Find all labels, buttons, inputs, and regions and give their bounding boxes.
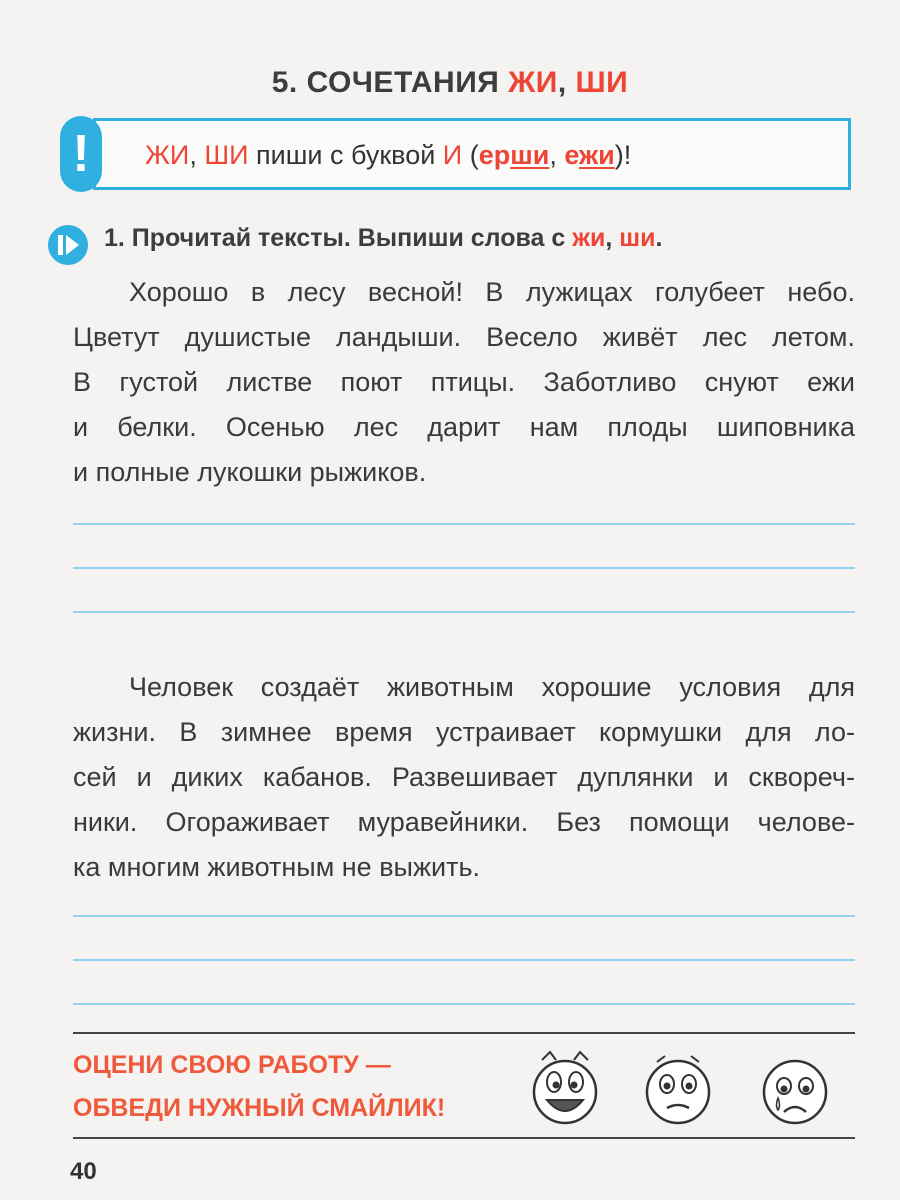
text-2 — [73, 665, 855, 890]
text-line: ка многим животным не выжить. — [73, 852, 481, 882]
writing-line[interactable] — [73, 567, 855, 569]
text-line: Человек создаёт животным хорошие условия для — [129, 672, 855, 702]
writing-line[interactable] — [73, 523, 855, 525]
text-line: В густой листве поют птицы. Заботливо снуют ежи — [73, 367, 855, 397]
divider — [73, 1032, 855, 1034]
writing-line[interactable] — [73, 959, 855, 961]
text-1 — [73, 270, 855, 495]
text-line: и полные лукошки рыжиков. — [73, 457, 427, 487]
divider — [73, 1137, 855, 1139]
writing-line[interactable] — [73, 1003, 855, 1005]
task-instruction: 1. Прочитай тексты. Выпиши слова с жи, ши. — [104, 224, 663, 252]
text-line: ники. Огораживает муравейники. Без помощи челове- — [73, 807, 855, 837]
assessment-line-1: ОЦЕНИ СВОЮ РАБОТУ — — [73, 1051, 391, 1079]
text-line: Цветут душистые ландыши. Весело живёт лес летом. — [73, 322, 855, 352]
writing-line[interactable] — [73, 915, 855, 917]
rule-text: ЖИ, ШИ пиши с буквой И (ерши, ежи)! — [145, 140, 632, 170]
neutral-smiley-icon[interactable] — [643, 1048, 713, 1128]
text-line: Хорошо в лесу весной! В лужицах голубеет небо. — [129, 277, 855, 307]
happy-smiley-icon[interactable] — [530, 1048, 600, 1128]
writing-line[interactable] — [73, 611, 855, 613]
page-number: 40 — [70, 1158, 97, 1185]
text-line: жизни. В зимнее время устраивает кормушки для ло- — [73, 717, 855, 747]
text-line: и белки. Осенью лес дарит нам плоды шиповника — [73, 412, 855, 442]
page-title: 5. СОЧЕТАНИЯ ЖИ, ШИ — [271, 66, 629, 99]
exclamation-icon: ! — [60, 116, 102, 192]
play-icon — [47, 224, 89, 266]
assessment-line-2: ОБВЕДИ НУЖНЫЙ СМАЙЛИК! — [73, 1094, 446, 1122]
sad-smiley-icon[interactable] — [760, 1048, 830, 1128]
text-line: сей и диких кабанов. Развешивает дуплянки и сквореч- — [73, 762, 855, 792]
